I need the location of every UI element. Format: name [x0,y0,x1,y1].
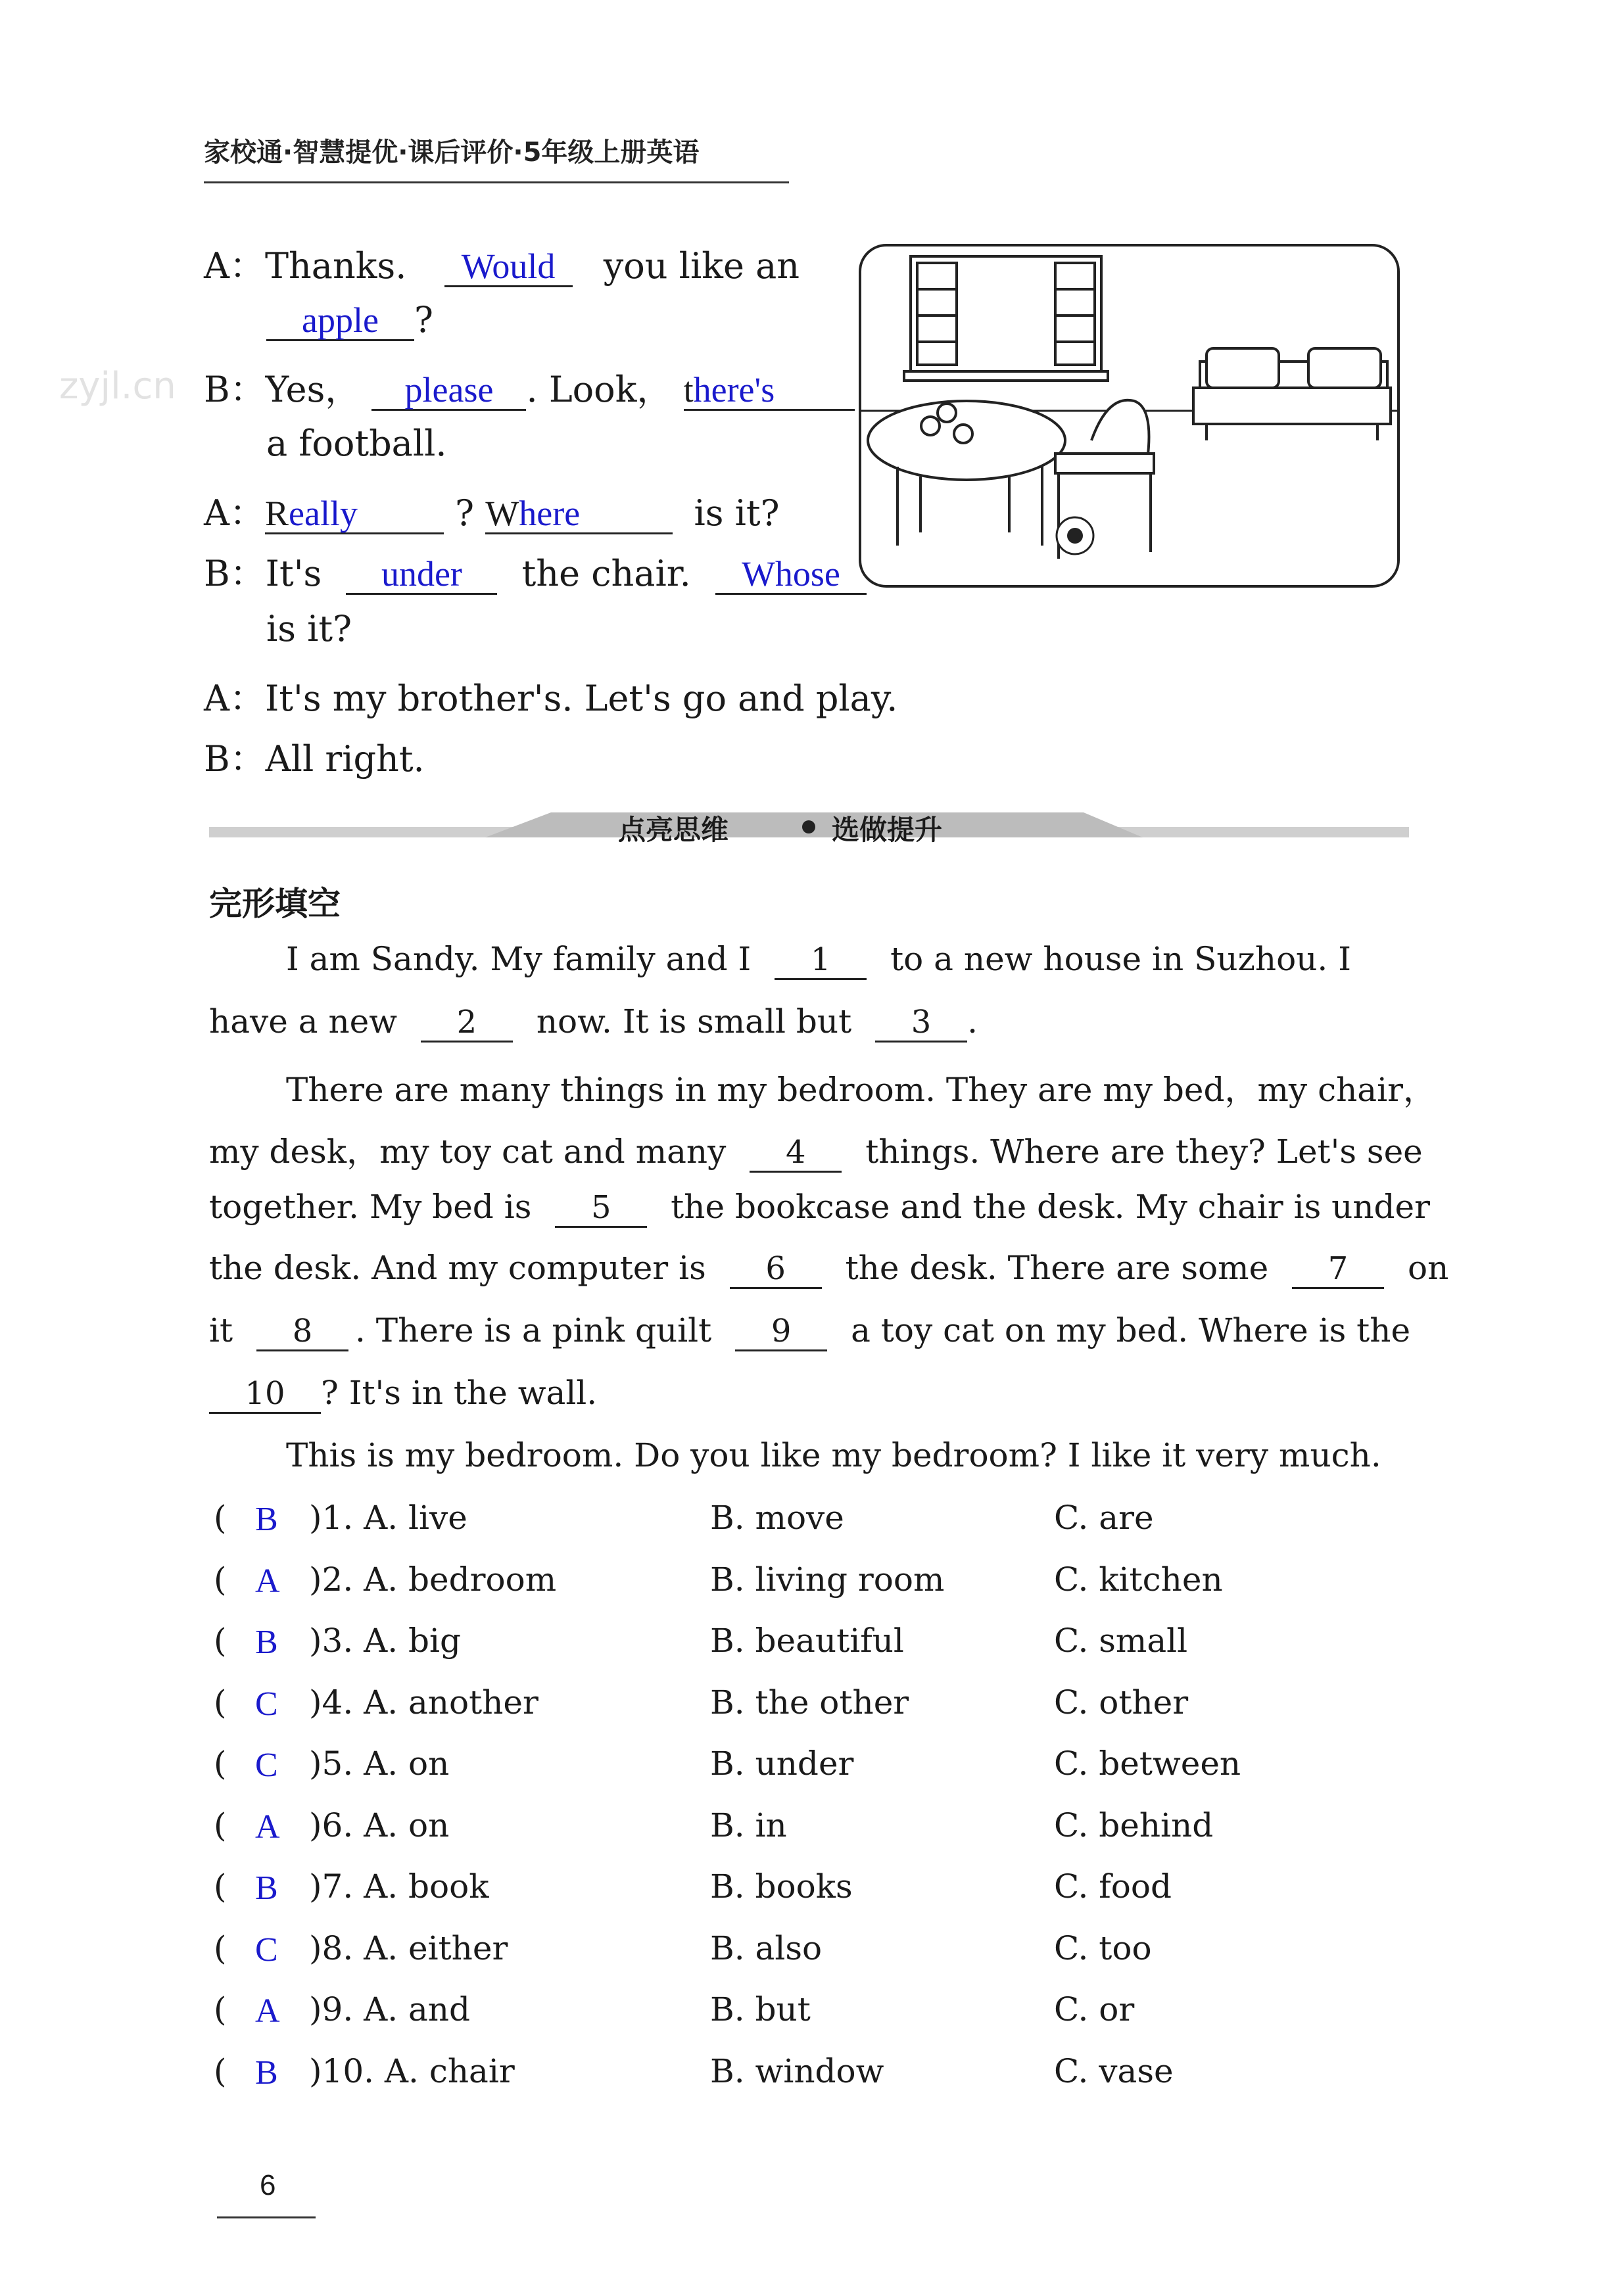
cloze-blank: 1 [775,941,867,980]
option-c: C. small [1054,1622,1188,1660]
option-a: )6. A. on [309,1806,450,1844]
option-a: )9. A. and [309,1990,471,2028]
cloze-blank: 7 [1292,1250,1384,1289]
cloze-blank: 6 [730,1250,822,1289]
cloze-blank: 4 [750,1134,842,1173]
option-b: B. move [710,1499,844,1537]
option-c: C. too [1054,1929,1152,1967]
page-number-rule [217,2216,316,2218]
dialogue-line-6 [204,546,867,596]
open-paren: ( [214,1867,227,1906]
cloze-blank: 3 [875,1004,967,1043]
cloze-blank: 5 [555,1189,647,1228]
passage-line-9: This is my bedroom. Do you like my bedroom? I like it very much. [286,1436,1381,1474]
dialogue-text: ? [414,299,433,340]
dialogue-line-1 [204,238,800,289]
watermark: zyjl.cn [59,365,176,408]
cloze-blank: 8 [256,1313,348,1351]
speaker-text: B：Yes， [204,369,361,410]
answer-blank: apple [266,301,414,341]
option-b: B. under [710,1745,854,1783]
option-c: C. behind [1054,1806,1214,1844]
option-b: B. living room [710,1560,945,1599]
answer-letter: A [255,1992,280,2030]
dialogue-line-5 [204,485,780,536]
answer-letter: C [255,1931,278,1969]
open-paren: ( [214,1560,227,1599]
option-c: C. vase [1054,2052,1174,2090]
option-c: C. kitchen [1054,1560,1223,1599]
cloze-blank: 2 [421,1004,513,1043]
cloze-blank: 10 [209,1375,321,1414]
answer-letter: B [255,2054,278,2092]
speaker-text: A：Thanks. [204,245,407,287]
option-a: )4. A. another [309,1683,538,1722]
dialogue-text: . Look， [526,369,673,410]
football [1057,517,1093,554]
open-paren: ( [214,1622,227,1660]
page-header: 家校通·智慧提优·课后评价·5年级上册英语 [204,137,700,168]
open-paren: ( [214,2052,227,2090]
answer-blank: please [371,371,526,411]
passage-line-2: have a new 2 now. It is small but 3 . [209,1002,978,1043]
passage-line-3: There are many things in my bedroom. They are my bed，my chair， [286,1071,1436,1109]
section-banner [209,801,1409,860]
open-paren: ( [214,1806,227,1844]
option-b: B. but [710,1990,811,2028]
passage-line-6: the desk. And my computer is 6 the desk. There are some 7 on [209,1249,1448,1289]
option-b: B. the other [710,1683,909,1722]
answer-letter: B [255,1869,278,1907]
cloze-blank: 9 [735,1313,827,1351]
answer-letter: C [255,1746,278,1784]
option-a: )1. A. live [309,1499,467,1537]
speaker-text: A： [204,492,265,534]
answer-blank: Where [485,494,673,534]
option-a: )3. A. big [309,1622,462,1660]
open-paren: ( [214,1929,227,1967]
dialogue-text: you like an [603,245,800,287]
page-number: 6 [260,2169,276,2201]
option-c: C. other [1054,1683,1189,1722]
answer-blank: Would [444,247,573,287]
option-c: C. or [1054,1990,1135,2028]
dialogue-line-2 [266,299,433,341]
option-c: C. between [1054,1745,1241,1783]
dialogue-line-4: a football. [266,423,447,464]
passage-line-5: together. My bed is 5 the bookcase and the desk. My chair is under [209,1188,1430,1228]
header-rule [204,181,789,183]
passage-line-7: it 8 . There is a pink quilt 9 a toy cat on my bed. Where is the [209,1311,1410,1351]
passage-line-8: 10 ? It's in the wall. [209,1374,597,1414]
section-title: 完形填空 [209,885,341,923]
answer-letter: C [255,1685,278,1723]
dialogue-line-7: is it? [266,608,352,649]
option-a: )5. A. on [309,1745,450,1783]
option-b: B. window [710,2052,884,2090]
passage-line-4: my desk，my toy cat and many 4 things. Where are they? Let's see [209,1125,1423,1173]
answer-blank: under [346,555,497,595]
open-paren: ( [214,1990,227,2028]
dialogue-line-9: B：All right. [204,738,425,780]
option-a: )7. A. book [309,1867,489,1906]
answer-blank: Really [265,494,444,534]
speaker-text: B：It's [204,553,322,594]
option-b: B. beautiful [710,1622,904,1660]
answer-letter: B [255,1624,278,1661]
option-c: C. food [1054,1867,1172,1906]
dialogue-line-3 [204,362,855,412]
banner-left-text: 点亮思维 [618,814,729,846]
passage-line-1: I am Sandy. My family and I 1 to a new house in Suzhou. I [286,940,1351,980]
open-paren: ( [214,1499,227,1537]
banner-right-text: 选做提升 [832,814,943,846]
open-paren: ( [214,1683,227,1722]
option-b: B. books [710,1867,853,1906]
answer-letter: A [255,1808,280,1846]
answer-blank: there's [684,371,855,411]
option-c: C. are [1054,1499,1154,1537]
option-a: )8. A. either [309,1929,508,1967]
room-illustration [858,243,1400,588]
answer-letter: A [255,1562,280,1600]
answer-blank: Whose [715,555,867,595]
open-paren: ( [214,1745,227,1783]
dialogue-text: is it? [694,492,780,534]
answer-letter: B [255,1501,278,1538]
option-b: B. in [710,1806,787,1844]
dialogue-line-8: A：It's my brother's. Let's go and play. [204,678,898,719]
option-b: B. also [710,1929,823,1967]
dialogue-text: ? [455,492,475,534]
option-a: )10. A. chair [309,2052,515,2090]
option-a: )2. A. bedroom [309,1560,557,1599]
dialogue-text: the chair. [521,553,691,594]
